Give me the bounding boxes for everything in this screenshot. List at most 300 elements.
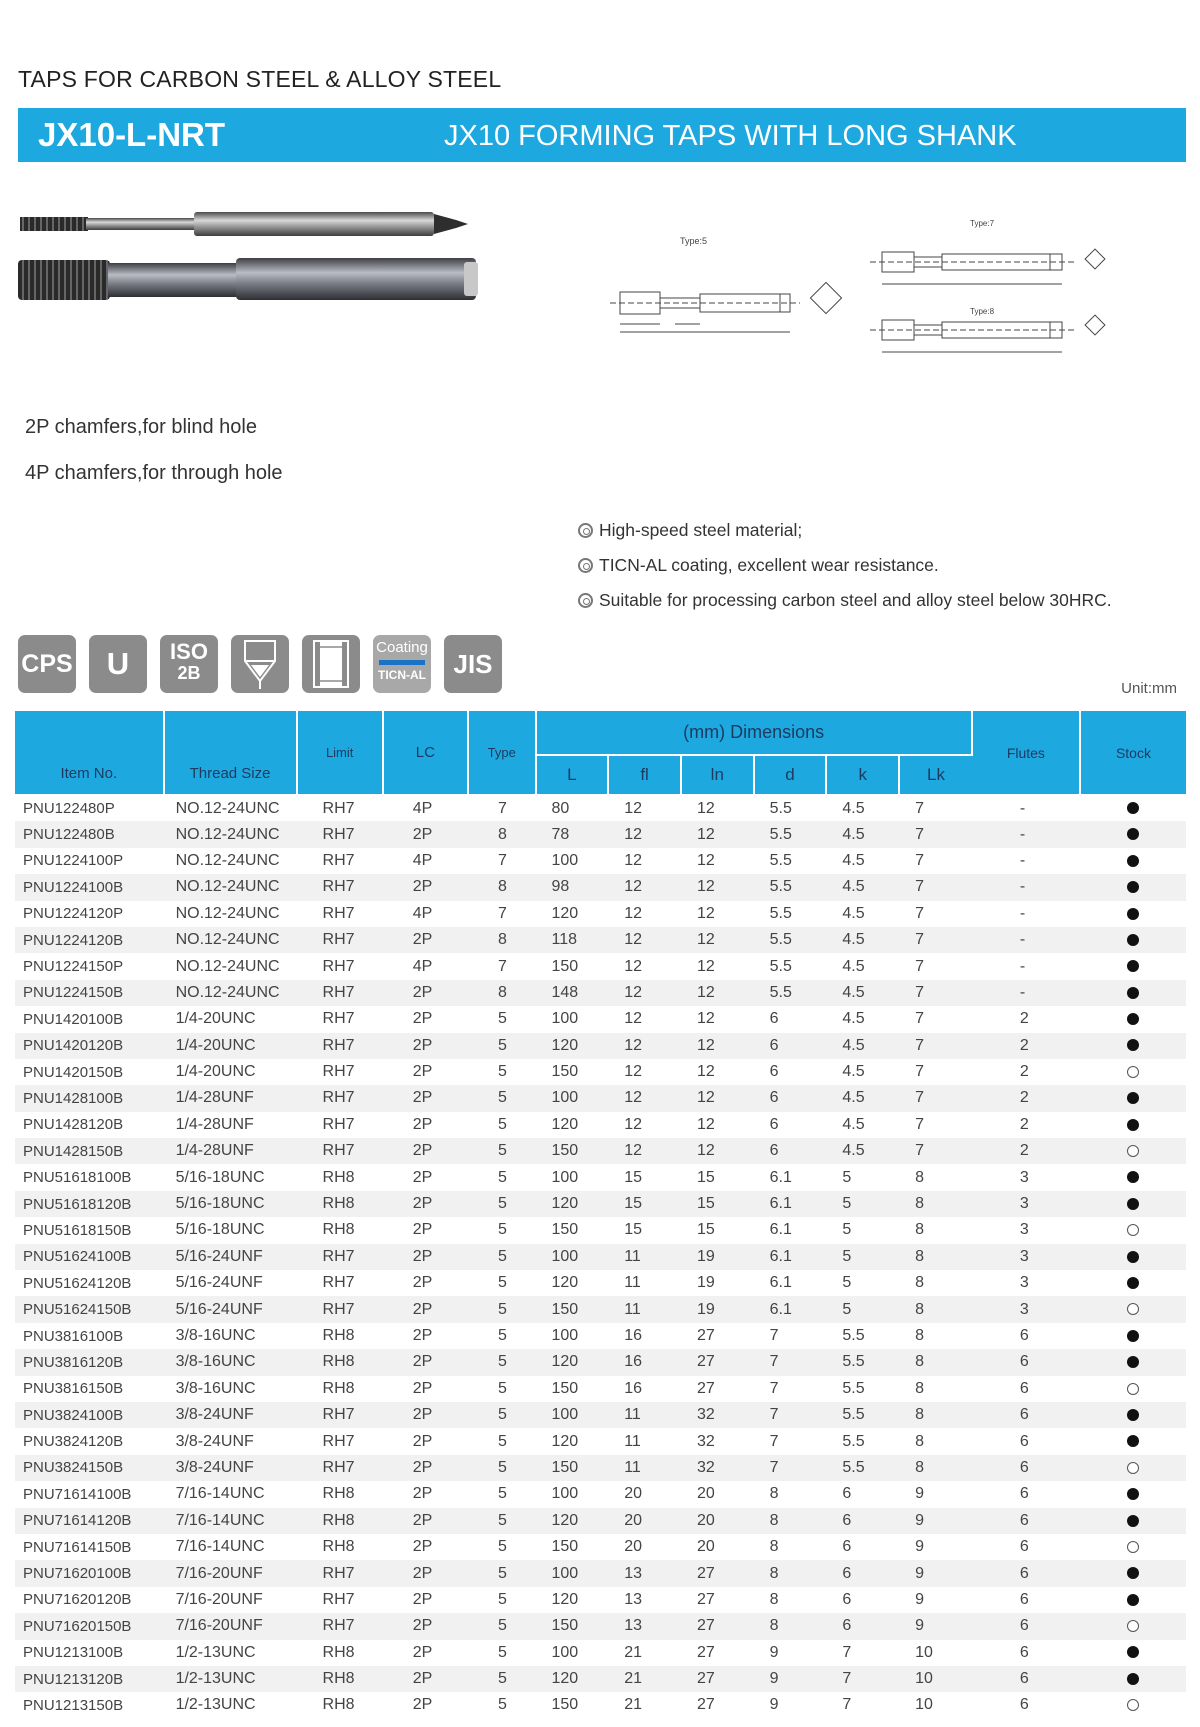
technical-drawing bbox=[600, 219, 1120, 372]
type7-label: Type:7 bbox=[970, 219, 995, 228]
flutes-cell: 6 bbox=[1019, 1590, 1029, 1608]
flutes-cell: - bbox=[972, 927, 1080, 953]
fl-cell: 12 bbox=[624, 957, 643, 975]
lk-cell: 8 bbox=[899, 1244, 972, 1270]
open-circle-icon bbox=[1127, 1066, 1139, 1078]
lc-cell: 2P bbox=[383, 1666, 468, 1692]
item-no-cell: PNU3816120B bbox=[15, 1349, 164, 1375]
flutes-cell: 6 bbox=[972, 1613, 1080, 1639]
thread-size-cell: NO.12-24UNC bbox=[164, 821, 297, 847]
thread-size-cell: NO.12-24UNC bbox=[175, 904, 280, 922]
ln-cell: 20 bbox=[681, 1508, 754, 1534]
thread-size-cell: 1/4-28UNF bbox=[175, 1115, 254, 1133]
product-banner bbox=[18, 108, 1186, 162]
ln-cell: 20 bbox=[696, 1485, 715, 1503]
lk-cell: 8 bbox=[899, 1402, 972, 1428]
filled-circle-icon bbox=[1127, 1198, 1139, 1210]
l-cell: 150 bbox=[551, 1696, 579, 1714]
l-cell: 150 bbox=[551, 1063, 579, 1081]
lk-cell: 9 bbox=[915, 1485, 924, 1503]
thread-size-cell: 7/16-20UNF bbox=[175, 1590, 263, 1608]
l-cell: 120 bbox=[536, 1033, 609, 1059]
stock-cell bbox=[1080, 1296, 1186, 1322]
lk-cell: 7 bbox=[899, 927, 972, 953]
k-cell: 5 bbox=[826, 1244, 899, 1270]
chamfer-tap-icon bbox=[231, 635, 289, 693]
table-row bbox=[15, 1613, 1186, 1639]
flutes-cell: - bbox=[972, 874, 1080, 900]
d-cell: 6.1 bbox=[769, 1221, 792, 1239]
tap-product-photo bbox=[16, 200, 506, 315]
filled-circle-icon bbox=[1127, 1171, 1139, 1183]
type-cell: 5 bbox=[468, 1560, 536, 1586]
thread-size-cell: 7/16-14UNC bbox=[175, 1485, 265, 1503]
feature-item bbox=[578, 555, 939, 576]
circle-bullet-icon bbox=[578, 523, 593, 538]
lk-cell: 7 bbox=[899, 821, 972, 847]
flutes-cell: 6 bbox=[972, 1560, 1080, 1586]
k-cell: 4.5 bbox=[826, 821, 899, 847]
table-row bbox=[15, 1692, 1186, 1718]
limit-cell: RH7 bbox=[297, 1138, 383, 1164]
lc-cell: 2P bbox=[383, 1455, 468, 1481]
l-cell: 150 bbox=[536, 1613, 609, 1639]
limit-cell: RH8 bbox=[297, 1508, 383, 1534]
type-cell: 5 bbox=[497, 1115, 507, 1133]
d-cell: 5.5 bbox=[769, 851, 792, 869]
lk-cell: 7 bbox=[915, 1010, 924, 1028]
flutes-cell: - bbox=[1019, 957, 1026, 975]
k-cell: 5.5 bbox=[826, 1455, 899, 1481]
ln-cell: 12 bbox=[696, 1063, 715, 1081]
lc-cell: 2P bbox=[412, 1643, 433, 1661]
lk-cell: 7 bbox=[899, 1085, 972, 1111]
ln-cell: 32 bbox=[681, 1402, 754, 1428]
thread-size-cell: 1/2-13UNC bbox=[175, 1643, 256, 1661]
flutes-cell: 2 bbox=[1019, 1063, 1029, 1081]
d-cell: 5.5 bbox=[769, 904, 792, 922]
d-cell: 8 bbox=[769, 1590, 779, 1608]
fl-cell: 12 bbox=[608, 1138, 681, 1164]
lk-cell: 9 bbox=[899, 1560, 972, 1586]
type8-label: Type:8 bbox=[970, 307, 995, 316]
ln-cell: 12 bbox=[696, 851, 715, 869]
lk-cell: 8 bbox=[915, 1221, 924, 1239]
d-cell: 6 bbox=[754, 1138, 827, 1164]
table-row bbox=[15, 1481, 1186, 1507]
limit-cell: RH8 bbox=[322, 1538, 355, 1556]
thread-size-cell: 1/4-28UNF bbox=[164, 1085, 297, 1111]
stock-cell bbox=[1080, 874, 1186, 900]
type-cell: 5 bbox=[468, 1402, 536, 1428]
stock-cell bbox=[1080, 1112, 1186, 1138]
k-cell: 4.5 bbox=[842, 957, 865, 975]
lc-cell: 2P bbox=[383, 1560, 468, 1586]
lc-cell: 2P bbox=[412, 1538, 433, 1556]
k-cell: 4.5 bbox=[826, 980, 899, 1006]
header-Lk: Lk bbox=[899, 755, 972, 795]
d-cell: 9 bbox=[769, 1696, 779, 1714]
lc-cell: 2P bbox=[383, 874, 468, 900]
d-cell: 7 bbox=[769, 1379, 779, 1397]
k-cell: 5.5 bbox=[842, 1327, 865, 1344]
item-no-cell: PNU51618150B bbox=[23, 1221, 132, 1239]
type-cell: 8 bbox=[468, 874, 536, 900]
k-cell: 6 bbox=[826, 1613, 899, 1639]
feature-item bbox=[578, 590, 1112, 611]
type-cell: 5 bbox=[497, 1538, 507, 1556]
l-cell: 100 bbox=[536, 1402, 609, 1428]
stock-cell bbox=[1080, 1613, 1186, 1639]
k-cell: 6 bbox=[842, 1538, 852, 1556]
lc-cell: 4P bbox=[412, 904, 433, 922]
ln-cell: 27 bbox=[681, 1666, 754, 1692]
lk-cell: 10 bbox=[915, 1643, 933, 1661]
d-cell: 5.5 bbox=[754, 821, 827, 847]
fl-cell: 16 bbox=[608, 1349, 681, 1375]
fl-cell: 12 bbox=[624, 1063, 643, 1081]
item-no-cell: PNU122480P bbox=[23, 800, 115, 818]
filled-circle-icon bbox=[1127, 1515, 1139, 1527]
filled-circle-icon bbox=[1127, 1409, 1139, 1421]
lk-cell: 7 bbox=[915, 1115, 924, 1133]
item-no-cell: PNU1420100B bbox=[23, 1010, 124, 1028]
table-row bbox=[15, 1455, 1186, 1481]
filled-circle-icon bbox=[1127, 934, 1139, 946]
product-name: JX10 FORMING TAPS WITH LONG SHANK bbox=[444, 120, 1017, 152]
thread-size-cell: 5/16-24UNF bbox=[164, 1244, 297, 1270]
lc-cell: 2P bbox=[412, 1432, 433, 1450]
open-circle-icon bbox=[1127, 1383, 1139, 1395]
table-row bbox=[15, 821, 1186, 847]
table-row bbox=[15, 795, 1186, 821]
ln-cell: 19 bbox=[696, 1274, 715, 1292]
table-row bbox=[15, 1217, 1186, 1243]
cps-badge: CPS bbox=[18, 635, 76, 693]
ln-cell: 27 bbox=[681, 1349, 754, 1375]
l-cell: 150 bbox=[536, 1138, 609, 1164]
ln-cell: 12 bbox=[681, 1138, 754, 1164]
d-cell: 5.5 bbox=[769, 957, 792, 975]
lk-cell: 8 bbox=[899, 1296, 972, 1322]
header-k: k bbox=[826, 755, 899, 795]
k-cell: 6 bbox=[826, 1560, 899, 1586]
table-row bbox=[15, 1112, 1186, 1138]
filled-circle-icon bbox=[1127, 1594, 1139, 1606]
stock-cell bbox=[1080, 927, 1186, 953]
d-cell: 7 bbox=[754, 1455, 827, 1481]
type-cell: 5 bbox=[468, 1244, 536, 1270]
d-cell: 9 bbox=[754, 1666, 827, 1692]
ln-cell: 12 bbox=[681, 1033, 754, 1059]
k-cell: 6 bbox=[842, 1485, 852, 1503]
item-no-cell: PNU51624100B bbox=[15, 1244, 164, 1270]
fl-cell: 12 bbox=[624, 1115, 643, 1133]
l-cell: 120 bbox=[536, 1666, 609, 1692]
l-cell: 120 bbox=[536, 1508, 609, 1534]
l-cell: 120 bbox=[551, 1432, 579, 1450]
flutes-cell: - bbox=[1019, 799, 1026, 817]
item-no-cell: PNU122480B bbox=[15, 821, 164, 847]
limit-cell: RH7 bbox=[297, 1033, 383, 1059]
fl-cell: 11 bbox=[624, 1432, 641, 1450]
item-no-cell: PNU1224100B bbox=[15, 874, 164, 900]
k-cell: 4.5 bbox=[842, 1010, 865, 1028]
lk-cell: 7 bbox=[915, 1063, 924, 1081]
filled-circle-icon bbox=[1127, 1330, 1139, 1342]
lk-cell: 7 bbox=[899, 874, 972, 900]
table-row bbox=[15, 927, 1186, 953]
limit-cell: RH8 bbox=[322, 1327, 355, 1344]
k-cell: 7 bbox=[842, 1696, 852, 1714]
thread-size-cell: 3/8-16UNC bbox=[175, 1327, 256, 1344]
item-no-cell: PNU1224150B bbox=[15, 980, 164, 1006]
k-cell: 6 bbox=[842, 1590, 852, 1608]
d-cell: 6.1 bbox=[754, 1296, 827, 1322]
k-cell: 4.5 bbox=[826, 874, 899, 900]
flutes-cell: 6 bbox=[1019, 1432, 1029, 1450]
table-row bbox=[15, 953, 1186, 979]
k-cell: 4.5 bbox=[842, 851, 865, 869]
flutes-cell: 2 bbox=[972, 1033, 1080, 1059]
flutes-cell: 3 bbox=[1019, 1221, 1029, 1239]
type-cell: 7 bbox=[497, 904, 507, 922]
flutes-cell: 2 bbox=[972, 1138, 1080, 1164]
filled-circle-icon bbox=[1127, 1673, 1139, 1685]
limit-cell: RH7 bbox=[297, 821, 383, 847]
stock-cell bbox=[1080, 1191, 1186, 1217]
filled-circle-icon bbox=[1127, 1435, 1139, 1447]
k-cell: 7 bbox=[826, 1666, 899, 1692]
type-cell: 5 bbox=[468, 1085, 536, 1111]
ln-cell: 27 bbox=[696, 1379, 715, 1397]
item-no-cell: PNU1224120P bbox=[23, 905, 124, 923]
stock-cell bbox=[1080, 795, 1186, 821]
filled-circle-icon bbox=[1127, 802, 1139, 814]
k-cell: 5 bbox=[842, 1168, 852, 1186]
type-cell: 5 bbox=[468, 1613, 536, 1639]
table-row bbox=[15, 1428, 1186, 1454]
thread-hole-icon bbox=[302, 635, 360, 693]
thread-size-cell: NO.12-24UNC bbox=[175, 799, 280, 817]
type-cell: 5 bbox=[497, 1168, 507, 1186]
table-row bbox=[15, 1402, 1186, 1428]
fl-cell: 12 bbox=[608, 874, 681, 900]
limit-cell: RH7 bbox=[322, 851, 355, 869]
type-cell: 5 bbox=[497, 1590, 507, 1608]
thread-size-cell: 1/4-20UNC bbox=[164, 1033, 297, 1059]
type-cell: 5 bbox=[497, 1221, 507, 1239]
d-cell: 7 bbox=[769, 1432, 779, 1450]
lc-cell: 2P bbox=[383, 1613, 468, 1639]
stock-cell bbox=[1080, 1085, 1186, 1111]
lc-cell: 2P bbox=[383, 821, 468, 847]
l-cell: 150 bbox=[551, 1538, 579, 1556]
open-circle-icon bbox=[1127, 1541, 1139, 1553]
ln-cell: 32 bbox=[696, 1432, 715, 1450]
filled-circle-icon bbox=[1127, 987, 1139, 999]
d-cell: 6.1 bbox=[754, 1191, 827, 1217]
limit-cell: RH7 bbox=[322, 1432, 355, 1450]
l-cell: 150 bbox=[551, 1221, 579, 1239]
lc-cell: 2P bbox=[412, 1485, 433, 1503]
d-cell: 6.1 bbox=[754, 1244, 827, 1270]
d-cell: 6 bbox=[754, 1033, 827, 1059]
lc-cell: 2P bbox=[412, 1168, 433, 1186]
lk-cell: 9 bbox=[899, 1508, 972, 1534]
lc-cell: 2P bbox=[383, 1191, 468, 1217]
fl-cell: 11 bbox=[624, 1274, 641, 1292]
k-cell: 5 bbox=[826, 1296, 899, 1322]
lk-cell: 7 bbox=[915, 851, 924, 869]
filled-circle-icon bbox=[1127, 828, 1139, 840]
product-table bbox=[15, 711, 1186, 1719]
table-row bbox=[15, 1191, 1186, 1217]
stock-cell bbox=[1080, 1164, 1186, 1190]
thread-size-cell: 3/8-24UNF bbox=[164, 1402, 297, 1428]
type-cell: 8 bbox=[468, 821, 536, 847]
fl-cell: 12 bbox=[608, 821, 681, 847]
stock-cell bbox=[1080, 1349, 1186, 1375]
l-cell: 150 bbox=[551, 1379, 579, 1397]
lc-cell: 2P bbox=[412, 1115, 433, 1133]
filled-circle-icon bbox=[1127, 1119, 1139, 1131]
filled-circle-icon bbox=[1127, 908, 1139, 920]
table-row bbox=[15, 1006, 1186, 1032]
flutes-cell: - bbox=[1019, 851, 1026, 869]
product-code: JX10-L-NRT bbox=[38, 116, 226, 153]
lc-cell: 2P bbox=[412, 1221, 433, 1239]
lk-cell: 8 bbox=[915, 1327, 924, 1344]
filled-circle-icon bbox=[1127, 1567, 1139, 1579]
lc-cell: 2P bbox=[383, 1402, 468, 1428]
stock-cell bbox=[1080, 901, 1186, 927]
table-row bbox=[15, 848, 1186, 874]
lk-cell: 9 bbox=[899, 1613, 972, 1639]
flutes-cell: 6 bbox=[1019, 1485, 1029, 1503]
stock-cell bbox=[1080, 1587, 1186, 1613]
thread-size-cell: 5/16-24UNF bbox=[164, 1296, 297, 1322]
ln-cell: 27 bbox=[696, 1327, 715, 1344]
ln-cell: 32 bbox=[681, 1455, 754, 1481]
item-no-cell: PNU71620120B bbox=[23, 1591, 132, 1609]
table-row bbox=[15, 1376, 1186, 1402]
limit-cell: RH8 bbox=[322, 1168, 355, 1186]
type-cell: 5 bbox=[468, 1138, 536, 1164]
l-cell: 120 bbox=[551, 1590, 579, 1608]
stock-cell bbox=[1080, 1033, 1186, 1059]
iso-badge: ISO 2B bbox=[160, 635, 218, 693]
item-no-cell: PNU51624150B bbox=[15, 1296, 164, 1322]
l-cell: 100 bbox=[551, 1327, 579, 1344]
open-circle-icon bbox=[1127, 1699, 1139, 1711]
table-row bbox=[15, 1508, 1186, 1534]
lc-cell: 2P bbox=[383, 980, 468, 1006]
feature-text: Suitable for processing carbon steel and alloy steel below 30HRC. bbox=[599, 590, 1112, 610]
thread-size-cell: 1/4-20UNC bbox=[175, 1063, 256, 1081]
lk-cell: 8 bbox=[899, 1349, 972, 1375]
item-no-cell: PNU3816150B bbox=[23, 1380, 124, 1398]
stock-cell bbox=[1080, 1376, 1186, 1402]
lc-cell: 2P bbox=[412, 1274, 433, 1292]
table-row bbox=[15, 1085, 1186, 1111]
feature-text: High-speed steel material; bbox=[599, 520, 803, 540]
header-thread-size: Thread Size bbox=[164, 711, 297, 795]
l-cell: 150 bbox=[536, 1455, 609, 1481]
type-cell: 5 bbox=[497, 1327, 507, 1344]
k-cell: 4.5 bbox=[826, 927, 899, 953]
lk-cell: 9 bbox=[915, 1538, 924, 1556]
thread-size-cell: 3/8-24UNF bbox=[164, 1455, 297, 1481]
item-no-cell: PNU3824120B bbox=[23, 1433, 124, 1451]
item-no-cell: PNU51618100B bbox=[23, 1169, 132, 1187]
flutes-cell: 2 bbox=[1019, 1010, 1029, 1028]
thread-size-cell: 1/2-13UNC bbox=[175, 1696, 256, 1714]
limit-cell: RH7 bbox=[297, 1613, 383, 1639]
ln-cell: 15 bbox=[681, 1191, 754, 1217]
fl-cell: 21 bbox=[624, 1643, 643, 1661]
limit-cell: RH7 bbox=[297, 1560, 383, 1586]
feature-text: TICN-AL coating, excellent wear resistance. bbox=[599, 555, 939, 575]
thread-size-cell: 1/4-20UNC bbox=[175, 1010, 256, 1028]
type-cell: 5 bbox=[497, 1696, 507, 1714]
lc-cell: 2P bbox=[412, 1010, 433, 1028]
thread-size-cell: NO.12-24UNC bbox=[175, 957, 280, 975]
d-cell: 8 bbox=[769, 1538, 779, 1556]
header-stock: Stock bbox=[1080, 711, 1186, 795]
lk-cell: 7 bbox=[915, 957, 924, 975]
stock-cell bbox=[1080, 1402, 1186, 1428]
coating-bar bbox=[379, 660, 425, 665]
d-cell: 6 bbox=[769, 1010, 779, 1028]
thread-size-cell: 5/16-18UNC bbox=[175, 1168, 265, 1186]
flutes-cell: 6 bbox=[1019, 1643, 1029, 1661]
thread-size-cell: 7/16-14UNC bbox=[175, 1538, 265, 1556]
limit-cell: RH8 bbox=[322, 1696, 355, 1714]
type-cell: 5 bbox=[468, 1508, 536, 1534]
k-cell: 4.5 bbox=[826, 1033, 899, 1059]
fl-cell: 13 bbox=[624, 1590, 643, 1608]
fl-cell: 15 bbox=[624, 1221, 643, 1239]
lk-cell: 9 bbox=[915, 1590, 924, 1608]
d-cell: 8 bbox=[754, 1613, 827, 1639]
thread-size-cell: 5/16-24UNF bbox=[175, 1274, 263, 1292]
stock-cell bbox=[1080, 1059, 1186, 1085]
lk-cell: 8 bbox=[915, 1432, 924, 1450]
stock-cell bbox=[1080, 821, 1186, 847]
k-cell: 4.5 bbox=[842, 904, 865, 922]
l-cell: 120 bbox=[551, 1274, 579, 1292]
limit-cell: RH8 bbox=[297, 1666, 383, 1692]
limit-cell: RH7 bbox=[322, 1010, 355, 1028]
category-title: TAPS FOR CARBON STEEL & ALLOY STEEL bbox=[18, 66, 502, 92]
note-through-hole: 4P chamfers,for through hole bbox=[25, 462, 283, 484]
thread-size-cell: 5/16-18UNC bbox=[175, 1221, 265, 1239]
header-dimensions: (mm) Dimensions bbox=[536, 711, 972, 755]
open-circle-icon bbox=[1127, 1303, 1139, 1315]
open-circle-icon bbox=[1127, 1462, 1139, 1474]
fl-cell: 15 bbox=[608, 1191, 681, 1217]
fl-cell: 12 bbox=[608, 1085, 681, 1111]
lc-cell: 2P bbox=[412, 1696, 433, 1714]
flutes-cell: 3 bbox=[1019, 1168, 1029, 1186]
type-cell: 7 bbox=[497, 851, 507, 869]
lc-cell: 2P bbox=[383, 1349, 468, 1375]
d-cell: 5.5 bbox=[754, 927, 827, 953]
flutes-cell: 6 bbox=[972, 1455, 1080, 1481]
d-cell: 6 bbox=[769, 1115, 779, 1133]
circle-bullet-icon bbox=[578, 593, 593, 608]
